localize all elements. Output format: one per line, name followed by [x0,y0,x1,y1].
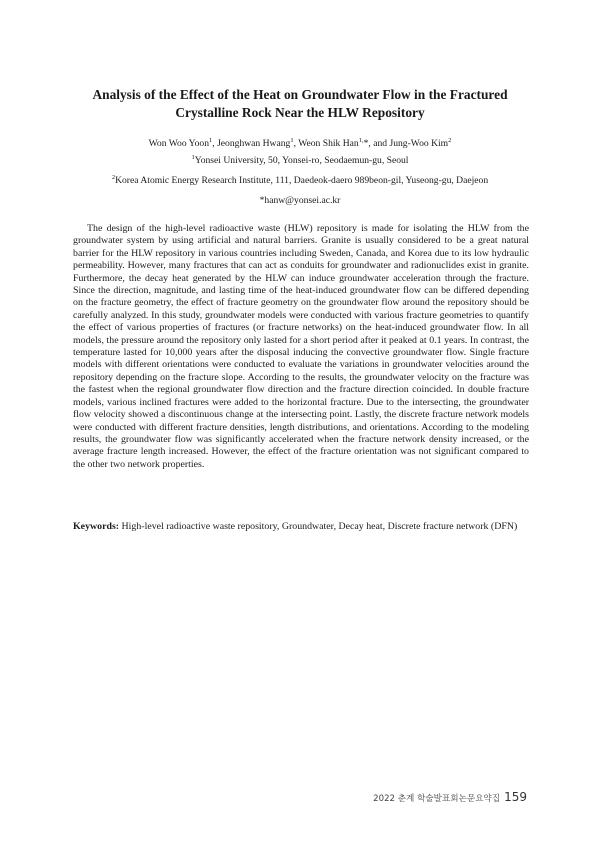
affiliation-marker: 2 [111,174,116,181]
author-separator: *, and [363,138,390,149]
author-name: Won Woo Yoon [148,138,210,149]
keywords [73,521,529,533]
corresponding-email: *hanw@yonsei.ac.kr [259,195,341,206]
abstract-body: The design of the high-level radioactive waste (HLW) repository is made for isolating the HLW from the groundwater system by using artificial and natural barriers. Granite is usually considered to be a great natural barrier for the HLW repository in various countries including Sweden, Canada, and Korea due to its low hydraulic permeability. However, many fractures that can act as conduits for groundwater and radionuclides exist in granite. Furthermore, the decay heat generated by the HLW can induce groundwater acceleration through the fracture. Since the direction, magnitude, and lasting time of the heat-induced groundwater flow can be differed depending on the fracture geometry, the effect of fracture geometry on the groundwater flow around the repository should be carefully analyzed. In this study, groundwater models were conducted with various fracture geometries to quantify the effect of various properties of fractures (or fracture networks) on the heat-induced groundwater flow. In all models, the pressure around the repository only lasted for a short period after it peaked at 0.1 years. In contrast, the temperature lasted for 10,000 years after the disposal inducing the convective groundwater flow. Single fracture models with different orientations were conducted to evaluate the variations in groundwater velocities around the repository depending on the fracture slope. According to the results, the groundwater velocity on the fracture was the fastest when the regional groundwater flow direction and the fracture direction coincided. In double fracture models, various inclined fractures were added to the horizontal fracture. Due to the intersecting, the groundwater flow velocity showed a discontinuous change at the intersecting point. Lastly, the discrete fracture network models were conducted with different fracture densities, length distributions, and orientations. According to the modeling results, the groundwater flow was significantly accelerated when the fracture network density increased, or the average fracture length increased. However, the effect of the fracture orientation was not significant compared to the other two network properties. [73,223,529,470]
author-affiliation-marker: 1 [209,137,213,144]
author-name: Jung-Woo Kim [389,138,449,149]
author-affiliation-marker: 2 [448,137,452,144]
proceedings-title: 2022 춘계 학술발표회논문요약집 [373,794,501,804]
affiliation-marker: 1 [191,154,195,161]
page-number: 159 [504,790,527,804]
affiliation-text: Korea Atomic Energy Research Institute, 111, Daedeok-daero 989beon-gil, Yuseong-gu, Daejeon [115,175,489,186]
author-affiliation-marker: 1 [290,137,294,144]
affiliation-1 [40,155,560,167]
affiliation-text: Yonsei University, 50, Yonsei-ro, Seodaemun-gu, Seoul [194,155,409,166]
title-line-2: Crystalline Rock Near the HLW Repository [175,105,425,120]
keywords-text: High-level radioactive waste repository, Groundwater, Decay heat, Discrete fracture network (DFN) [119,521,518,532]
title-line-1: Analysis of the Effect of the Heat on Groundwater Flow in the Fractured [92,87,508,102]
affiliation-2 [40,175,560,187]
author-name: Weon Shik Han [298,138,359,149]
author-name: Jeonghwan Hwang [217,138,291,149]
page-footer [373,790,527,804]
author-separator: , [293,138,299,149]
paper-title [60,86,540,122]
author-list [40,138,560,150]
author-separator: , [212,138,218,149]
keywords-label: Keywords: [73,521,120,532]
author-affiliation-marker: 1, [358,137,364,144]
